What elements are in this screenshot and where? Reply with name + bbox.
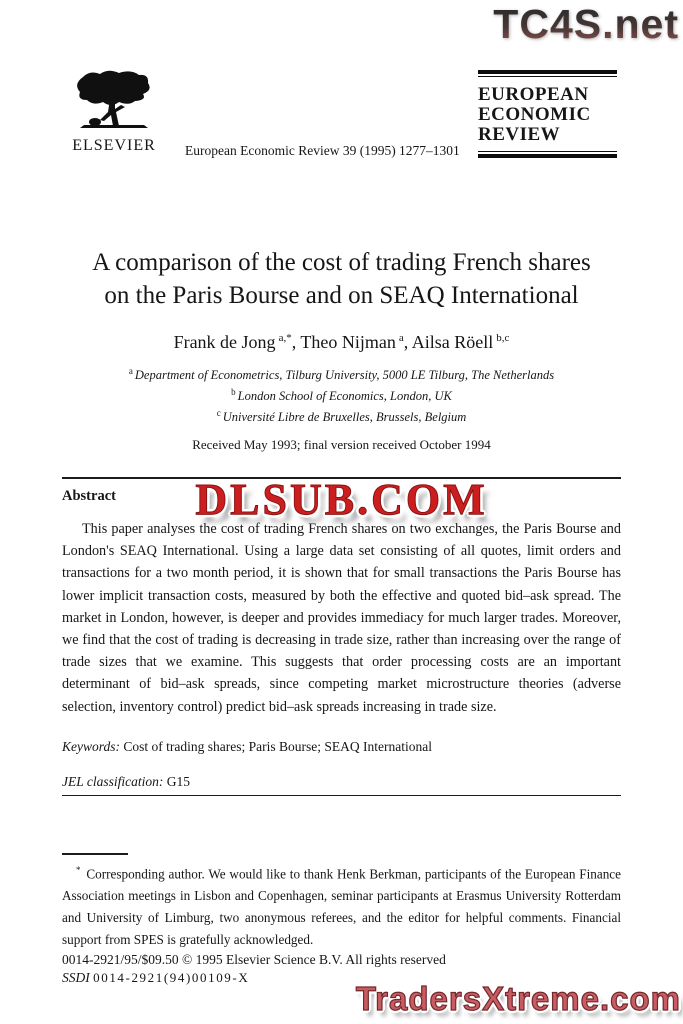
author-separator: , xyxy=(403,332,412,352)
journal-logo-line2: ECONOMIC xyxy=(478,104,591,125)
watermark-tradersxtreme: TradersXtreme.com xyxy=(355,980,681,1017)
author-name: Frank de Jong xyxy=(173,332,276,352)
affiliation-marker: c xyxy=(216,408,221,419)
elsevier-wordmark: ELSEVIER xyxy=(72,137,156,154)
footnote-divider xyxy=(62,853,128,855)
affiliation-line xyxy=(62,384,621,405)
affiliation-text: London School of Economics, London, UK xyxy=(237,389,452,404)
jel-value: G15 xyxy=(163,773,190,789)
watermark-tc4s: TC4S.net xyxy=(493,1,679,47)
received-dates: Received May 1993; final version received October 1994 xyxy=(192,437,491,453)
author-name: Theo Nijman xyxy=(300,332,396,352)
affiliation-line xyxy=(62,363,621,384)
copyright-line: 0014-2921/95/$09.50 © 1995 Elsevier Science B.V. All rights reserved xyxy=(62,952,446,968)
journal-logo-line1: EUROPEAN xyxy=(478,84,589,105)
journal-citation: European Economic Review 39 (1995) 1277–1301 xyxy=(185,143,460,158)
abstract-text: This paper analyses the cost of trading French shares on two exchanges, the Paris Bourse and London's SEAQ International. Using a large data set consisting of all quotes, limit orders and transactions for a two month period, it is shown that for small transactions the Paris Bourse has lower implicit transaction costs, measured by both the effective and quoted bid–ask spread. The market in London, however, is deeper and provides immediacy for much larger trades. Moreover, we find that the cost of trading is decreasing in trade size, rather than increasing over the range of trade sizes that we examine. This suggests that order processing costs are an important determinant of bid–ask spreads, since competing market microstructure theories (adverse selection, inventory control) predict bid–ask spreads increasing in trade size. xyxy=(62,520,621,715)
abstract-heading: Abstract xyxy=(62,487,116,504)
affiliation-marker: a xyxy=(128,366,133,376)
footnote-body: Corresponding author. We would like to thank Henk Berkman, participants of the European Finance Association meetings in Lisbon and Copenhagen, seminar participants at Erasmus University Rotterdam and University of Limburg, two anonymous referees, and the editor for helpful comments. Financial support from SPES is gratefully acknowledged. xyxy=(62,866,621,948)
article-title: A comparison of the cost of trading French shares on the Paris Bourse and on SEAQ International xyxy=(92,249,591,309)
ssdi-number: 0014-2921(94)00109-X xyxy=(93,970,250,986)
author-affiliation-marker: a,* xyxy=(278,332,292,344)
keywords-label: Keywords: xyxy=(62,738,120,754)
keywords-value: Cost of trading shares; Paris Bourse; SEAQ International xyxy=(120,738,432,754)
footnote-marker: * xyxy=(76,864,81,875)
affiliation-text: Université Libre de Bruxelles, Brussels, Belgium xyxy=(222,410,467,425)
affiliation-marker: b xyxy=(231,387,236,398)
jel-label: JEL classification: xyxy=(62,773,164,789)
author-affiliation-marker: a xyxy=(398,332,404,344)
author-line xyxy=(62,332,621,353)
author-name: Ailsa Röell xyxy=(411,332,494,352)
footnote-text xyxy=(62,859,621,951)
affiliations xyxy=(62,363,621,426)
affiliation-text: Department of Econometrics, Tilburg University, 5000 LE Tilburg, The Netherlands xyxy=(134,368,555,383)
watermark-dlsub: DLSUB.COM xyxy=(195,475,488,524)
author-affiliation-marker: b,c xyxy=(496,332,510,344)
section-divider xyxy=(62,795,621,797)
keywords-line xyxy=(62,739,621,755)
jel-line xyxy=(62,774,621,790)
ssdi-label: SSDI xyxy=(62,970,90,986)
affiliation-line xyxy=(62,405,621,426)
author-separator: , xyxy=(291,332,301,352)
journal-logo-line3: REVIEW xyxy=(478,124,561,145)
